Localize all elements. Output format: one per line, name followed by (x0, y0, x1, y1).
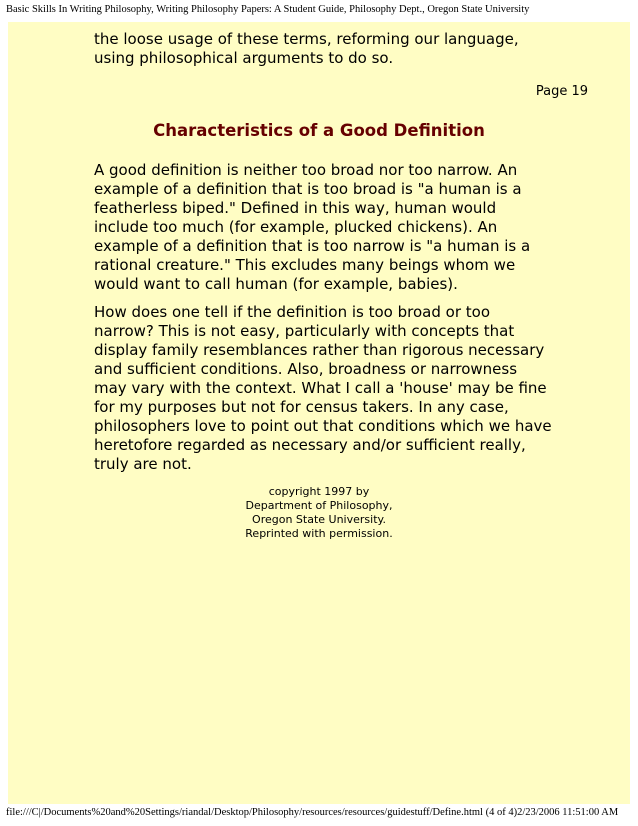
body-paragraph-1 (94, 161, 554, 294)
body-paragraph-2 (94, 303, 554, 474)
intro-paragraph: the loose usage of these terms, reforming our language, using philosophical arguments to do so. (94, 30, 519, 67)
copyright-notice (219, 485, 419, 541)
print-header: Basic Skills In Writing Philosophy, Writing Philosophy Papers: A Student Guide, Philosophy Dept., Oregon State University (6, 4, 530, 15)
section-heading: Characteristics of a Good Definition (153, 121, 485, 140)
print-footer-url: file:///C|/Documents%20and%20Settings/riandal/Desktop/Philosophy/resources/resources/guidestuff/Define.html (4 of 4)2/23/2006 11:51:00 AM (6, 807, 619, 818)
document-page (8, 22, 630, 804)
intro-text (94, 30, 554, 68)
paragraph-text: A good definition is neither too broad nor too narrow. An example of a definition that is too broad is "a human is a featherless biped." Defined in this way, human would include too much (for example, plucked chickens). An example of a definition that is too narrow is "a human is a rational creature." This excludes many beings whom we would want to call human (for example, babies). (94, 161, 531, 293)
paragraph-text: How does one tell if the definition is too broad or too narrow? This is not easy, particularly with concepts that display family resemblances rather than rigorous necessary and sufficient conditions. Also, broadness or narrowness may vary with the context. What I call a 'house' may be fine for my purposes but not for census takers. In any case, philosophers love to point out that conditions which we have heretofore regarded as necessary and/or sufficient really, truly are not. (94, 303, 552, 473)
copyright-line: Reprinted with permission. (245, 527, 393, 540)
page-number: Page 19 (535, 84, 588, 99)
copyright-line: copyright 1997 by (268, 485, 370, 498)
copyright-line: Department of Philosophy, (245, 499, 393, 512)
copyright-line: Oregon State University. (252, 513, 386, 526)
